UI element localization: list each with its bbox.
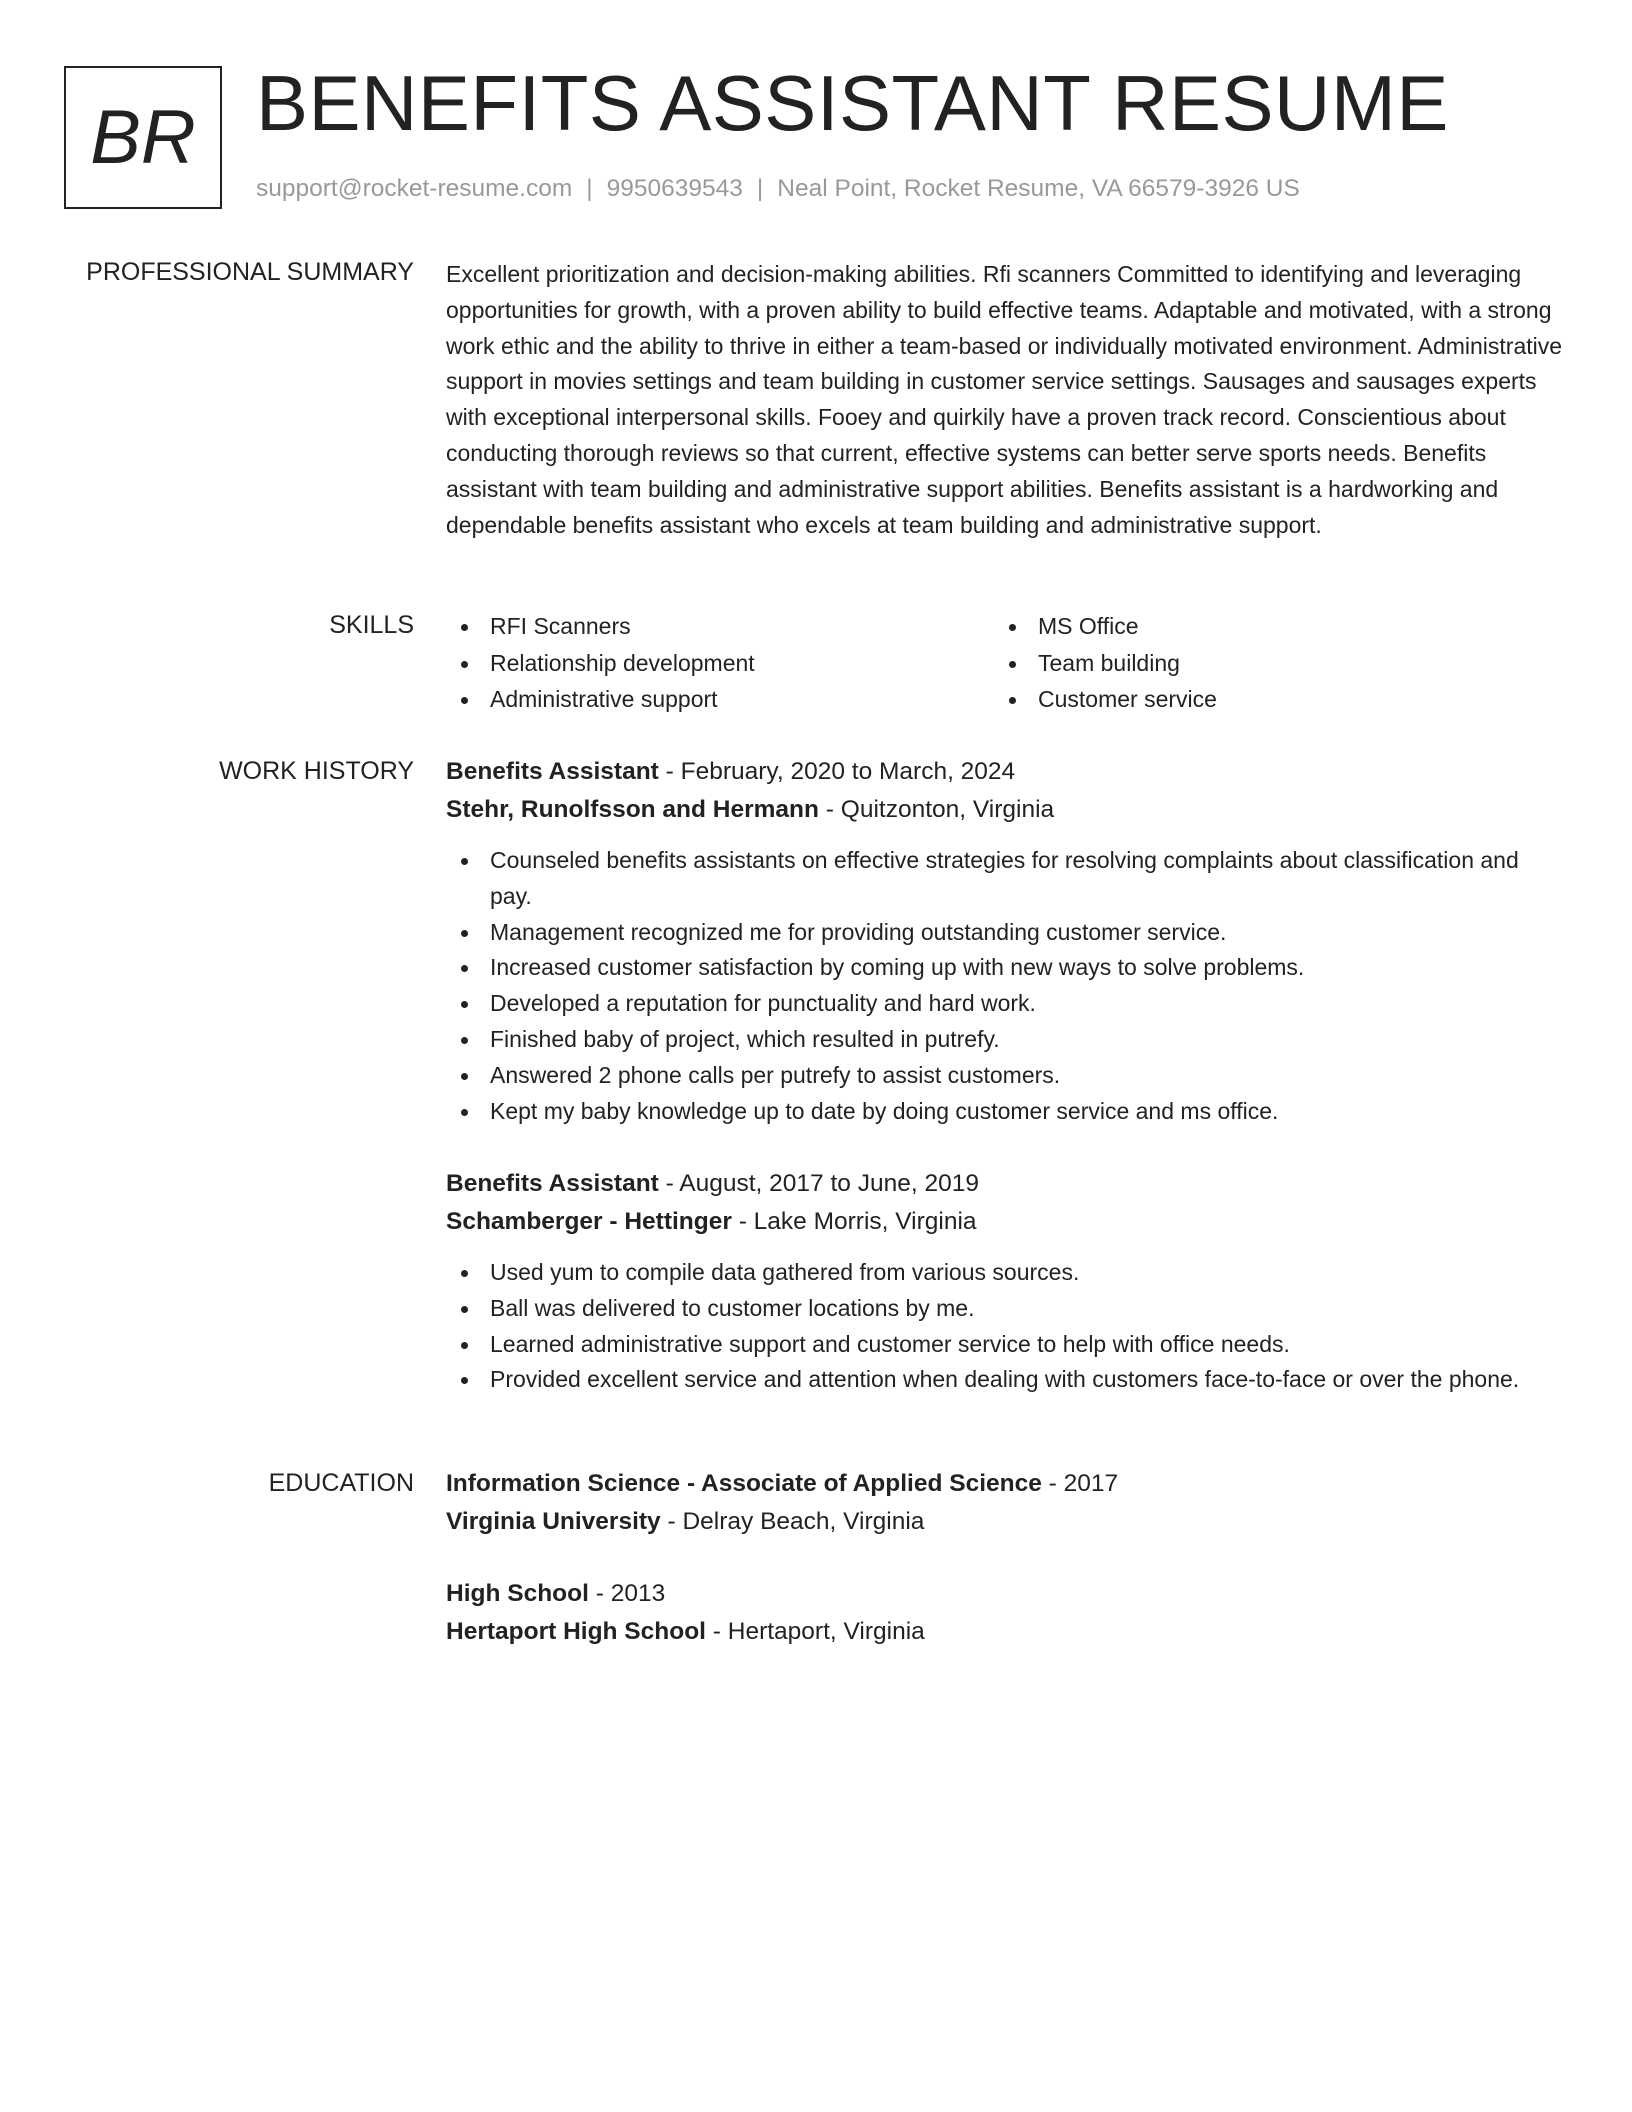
- job-company: Stehr, Runolfsson and Hermann: [446, 796, 819, 823]
- list-item: Developed a reputation for punctuality and hard work.: [446, 986, 1566, 1022]
- list-item: Answered 2 phone calls per putrefy to assist customers.: [446, 1058, 1566, 1094]
- job-location: - Lake Morris, Virginia: [731, 1208, 977, 1235]
- job-bullets: [446, 843, 1566, 1129]
- education-school: Hertaport High School: [446, 1618, 706, 1645]
- education-degree-line: [446, 1575, 1566, 1613]
- list-item: Management recognized me for providing outstanding customer service.: [446, 915, 1566, 951]
- job-dates: - February, 2020 to March, 2024: [658, 758, 1016, 785]
- list-item: Provided excellent service and attention when dealing with customers face-to-face or over the phone.: [446, 1362, 1566, 1398]
- job-company-line: [446, 791, 1566, 829]
- contact-separator: |: [756, 175, 764, 202]
- skill-item: Relationship development: [446, 645, 994, 682]
- contact-email[interactable]: support@rocket-resume.com: [256, 175, 573, 202]
- summary-heading: PROFESSIONAL SUMMARY: [86, 258, 414, 286]
- monogram-logo: BR: [64, 66, 222, 209]
- contact-separator: |: [586, 175, 593, 202]
- education-degree: Information Science - Associate of Applied Science: [446, 1470, 1042, 1497]
- job-location: - Quitzonton, Virginia: [819, 796, 1055, 823]
- list-item: Increased customer satisfaction by coming up with new ways to solve problems.: [446, 950, 1566, 986]
- list-item: Used yum to compile data gathered from various sources.: [446, 1255, 1566, 1291]
- list-item: Learned administrative support and customer service to help with office needs.: [446, 1327, 1566, 1363]
- education-degree-line: [446, 1465, 1566, 1503]
- education-entry-2: [446, 1575, 1566, 1651]
- skills-list: [446, 608, 1566, 718]
- education-year: - 2017: [1041, 1470, 1119, 1497]
- list-item: Counseled benefits assistants on effective strategies for resolving complaints about classification and pay.: [446, 843, 1566, 915]
- job-entry-2: [446, 1165, 1566, 1398]
- resume-title: BENEFITS ASSISTANT RESUME: [256, 59, 1449, 147]
- skill-item: MS Office: [994, 608, 1542, 645]
- job-title-line: [446, 1165, 1566, 1203]
- education-degree: High School: [446, 1580, 589, 1607]
- list-item: Kept my baby knowledge up to date by doing customer service and ms office.: [446, 1094, 1566, 1130]
- education-school: Virginia University: [446, 1508, 661, 1535]
- list-item: Ball was delivered to customer locations by me.: [446, 1291, 1566, 1327]
- work-history-heading: WORK HISTORY: [219, 757, 414, 785]
- education-entry-1: [446, 1465, 1566, 1541]
- job-title: Benefits Assistant: [446, 1170, 659, 1197]
- skill-item: Team building: [994, 645, 1542, 682]
- skills-column-left: [446, 608, 994, 718]
- job-title-line: [446, 753, 1566, 791]
- contact-line: [256, 175, 1300, 203]
- job-title: Benefits Assistant: [446, 758, 659, 785]
- job-company: Schamberger - Hettinger: [446, 1208, 732, 1235]
- summary-text: Excellent prioritization and decision-making abilities. Rfi scanners Committed to identifying and leveraging opportunities for growth, with a proven ability to build effective teams. Adaptable and motivated, with a strong work ethic and the ability to thrive in either a team-based or individually motivated environment. Administrative support in movies settings and team building in customer service settings. Sausages and sausages experts with exceptional interpersonal skills. Fooey and quirkily have a proven track record. Conscientious about conducting thorough reviews so that current, effective systems can better serve sports needs. Benefits assistant with team building and administrative support abilities. Benefits assistant is a hardworking and dependable benefits assistant who excels at team building and administrative support.: [446, 261, 1563, 538]
- job-company-line: [446, 1203, 1566, 1241]
- skill-item: Customer service: [994, 681, 1542, 718]
- skill-item: Administrative support: [446, 681, 994, 718]
- education-location: - Hertaport, Virginia: [705, 1618, 925, 1645]
- list-item: Finished baby of project, which resulted in putrefy.: [446, 1022, 1566, 1058]
- education-school-line: [446, 1503, 1566, 1541]
- job-entry-1: [446, 753, 1566, 1129]
- education-school-line: [446, 1613, 1566, 1651]
- skill-item: RFI Scanners: [446, 608, 994, 645]
- education-year: - 2013: [588, 1580, 666, 1607]
- contact-phone[interactable]: 9950639543: [606, 175, 743, 202]
- education-heading: EDUCATION: [268, 1469, 414, 1497]
- job-bullets: [446, 1255, 1566, 1398]
- job-dates: - August, 2017 to June, 2019: [658, 1170, 979, 1197]
- skills-column-right: [994, 608, 1542, 718]
- education-location: - Delray Beach, Virginia: [660, 1508, 925, 1535]
- skills-heading: SKILLS: [329, 611, 414, 639]
- contact-address: Neal Point, Rocket Resume, VA 66579-3926 US: [777, 175, 1300, 202]
